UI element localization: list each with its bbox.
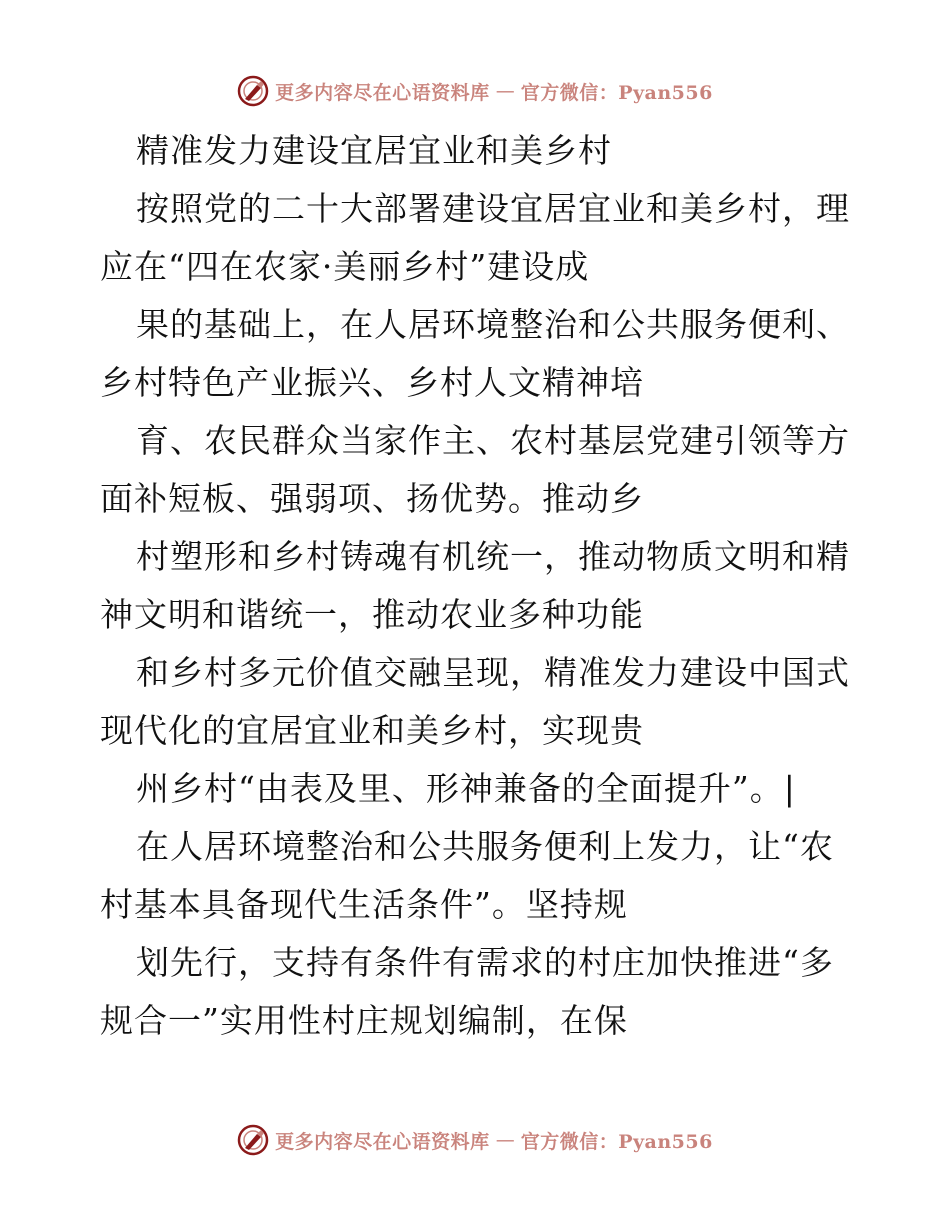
- text-line: 神文明和谐统一，推动农业多种功能: [100, 595, 644, 634]
- text-line: 应在“四在农家·美丽乡村”建设成: [100, 247, 590, 286]
- banner-separator: —: [495, 80, 515, 102]
- pen-logo-icon: [237, 75, 269, 107]
- text-line: 村塑形和乡村铸魂有机统一，推动物质文明和精: [136, 537, 850, 576]
- text-line: 按照党的二十大部署建设宜居宜业和美乡村，理: [136, 189, 850, 228]
- text-line: 面补短板、强弱项、扬优势。推动乡: [100, 479, 644, 518]
- text-line: 州乡村“由表及里、形神兼备的全面提升”。|: [136, 769, 796, 808]
- text-line: 现代化的宜居宜业和美乡村，实现贵: [100, 711, 644, 750]
- banner-separator: —: [495, 1129, 515, 1151]
- text-line: 在人居环境整治和公共服务便利上发力，让“农: [136, 827, 834, 866]
- header-banner: [0, 71, 950, 111]
- text-line: 育、农民群众当家作主、农村基层党建引领等方: [136, 421, 850, 460]
- document-body: [100, 122, 860, 1050]
- footer-banner: [0, 1120, 950, 1160]
- text-line: 规合一”实用性村庄规划编制，在保: [100, 1001, 628, 1040]
- text-line: 划先行，支持有条件有需求的村庄加快推进“多: [136, 943, 834, 982]
- text-line: 和乡村多元价值交融呈现，精准发力建设中国式: [136, 653, 850, 692]
- text-line: 村基本具备现代生活条件”。坚持规: [100, 885, 628, 924]
- banner-title: 更多内容尽在心语资料库: [275, 81, 490, 104]
- text-line: 乡村特色产业振兴、乡村人文精神培: [100, 363, 644, 402]
- text-line: 精准发力建设宜居宜业和美乡村: [136, 131, 612, 170]
- banner-contact: 官方微信：Pyan556: [520, 81, 713, 104]
- banner-contact: 官方微信：Pyan556: [520, 1130, 713, 1153]
- pen-logo-icon: [237, 1124, 269, 1156]
- banner-title: 更多内容尽在心语资料库: [275, 1130, 490, 1153]
- text-line: 果的基础上，在人居环境整治和公共服务便利、: [136, 305, 850, 344]
